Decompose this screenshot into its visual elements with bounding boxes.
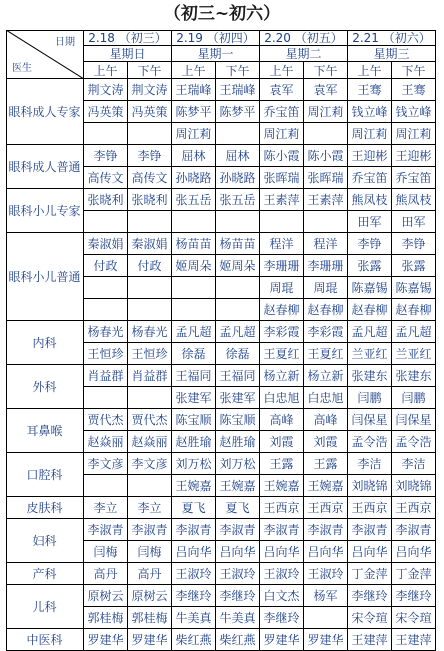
doctor-cell: 张建东 xyxy=(392,365,436,387)
doctor-cell xyxy=(84,387,128,409)
doctor-cell: 罗建华 xyxy=(128,629,172,651)
header-corner xyxy=(6,30,84,79)
am-header: 上午 xyxy=(84,62,128,79)
doctor-cell: 姬周朵 xyxy=(216,255,260,277)
doctor-cell xyxy=(128,475,172,497)
doctor-cell: 李彩霞 xyxy=(304,321,348,343)
doctor-cell: 张晖瑞 xyxy=(260,167,304,189)
doctor-cell: 白忠旭 xyxy=(304,387,348,409)
doctor-cell: 王露 xyxy=(260,453,304,475)
doctor-cell: 程洋 xyxy=(304,233,348,255)
doctor-cell: 王西京 xyxy=(348,497,392,519)
pm-header: 下午 xyxy=(392,62,436,79)
doctor-cell: 王夏红 xyxy=(304,343,348,365)
doctor-cell: 高传文 xyxy=(128,167,172,189)
doctor-cell: 高峰 xyxy=(304,409,348,431)
doctor-cell: 陈宝顺 xyxy=(172,409,216,431)
doctor-cell: 李淑青 xyxy=(172,519,216,541)
corner-date-label: 日期 xyxy=(55,37,75,48)
doctor-cell: 闫保星 xyxy=(348,409,392,431)
doctor-cell: 张晖瑞 xyxy=(304,167,348,189)
doctor-cell: 吕向华 xyxy=(304,541,348,563)
doctor-cell: 冯英策 xyxy=(84,101,128,123)
doctor-cell: 丁金萍 xyxy=(348,563,392,585)
department-name: 儿科 xyxy=(6,585,84,629)
doctor-cell: 杨立新 xyxy=(260,365,304,387)
weekday-header: 星期三 xyxy=(348,46,436,62)
weekday-header: 星期日 xyxy=(84,46,172,62)
doctor-cell: 杨军 xyxy=(304,585,348,607)
doctor-cell: 孟凡超 xyxy=(172,321,216,343)
doctor-cell xyxy=(260,211,304,233)
doctor-cell: 牛美真 xyxy=(216,607,260,629)
doctor-cell: 孟令浩 xyxy=(348,431,392,453)
doctor-cell: 李铮 xyxy=(84,145,128,167)
doctor-cell: 刘晓锦 xyxy=(348,475,392,497)
doctor-cell: 高峰 xyxy=(260,409,304,431)
am-header: 上午 xyxy=(260,62,304,79)
am-header: 上午 xyxy=(348,62,392,79)
weekday-header: 星期二 xyxy=(260,46,348,62)
doctor-cell: 兰亚红 xyxy=(392,343,436,365)
date-header: 2.21 （初六） xyxy=(348,30,436,46)
doctor-cell xyxy=(84,211,128,233)
doctor-cell: 赵胜瑜 xyxy=(172,431,216,453)
doctor-cell: 张露 xyxy=(392,255,436,277)
doctor-cell: 陈宝顺 xyxy=(216,409,260,431)
schedule-table xyxy=(6,30,436,651)
doctor-cell: 陈梦平 xyxy=(172,101,216,123)
doctor-cell: 李淑青 xyxy=(128,519,172,541)
doctor-cell: 王婉嘉 xyxy=(304,475,348,497)
doctor-cell: 荆文涛 xyxy=(128,79,172,101)
doctor-cell: 王福同 xyxy=(172,365,216,387)
doctor-cell: 王迎彬 xyxy=(348,145,392,167)
doctor-cell: 王素萍 xyxy=(304,189,348,211)
doctor-cell: 张建军 xyxy=(216,387,260,409)
doctor-cell: 张露 xyxy=(348,255,392,277)
doctor-cell: 王西京 xyxy=(304,497,348,519)
doctor-cell: 李文彦 xyxy=(84,453,128,475)
doctor-cell: 王迎彬 xyxy=(392,145,436,167)
doctor-cell xyxy=(216,211,260,233)
doctor-cell: 赵焱丽 xyxy=(84,431,128,453)
doctor-cell xyxy=(216,277,260,299)
doctor-cell: 周江莉 xyxy=(392,123,436,145)
doctor-cell: 罗建华 xyxy=(304,629,348,651)
doctor-cell: 张五岳 xyxy=(172,189,216,211)
doctor-cell: 高丹 xyxy=(84,563,128,585)
doctor-cell: 袁军 xyxy=(260,79,304,101)
doctor-cell: 李珊珊 xyxy=(304,255,348,277)
doctor-cell: 李继玲 xyxy=(348,585,392,607)
department-name: 口腔科 xyxy=(6,453,84,497)
pm-header: 下午 xyxy=(216,62,260,79)
doctor-cell: 李继玲 xyxy=(216,585,260,607)
doctor-cell: 周琨 xyxy=(304,277,348,299)
doctor-cell: 王素萍 xyxy=(260,189,304,211)
doctor-cell: 陈梦平 xyxy=(216,101,260,123)
doctor-cell: 杨立新 xyxy=(304,365,348,387)
doctor-cell: 刘万松 xyxy=(172,453,216,475)
doctor-cell: 丁金萍 xyxy=(392,563,436,585)
doctor-cell: 吕向华 xyxy=(348,541,392,563)
doctor-cell: 肖益群 xyxy=(84,365,128,387)
doctor-cell: 罗建华 xyxy=(260,629,304,651)
doctor-cell: 刘万松 xyxy=(216,453,260,475)
department-name: 外科 xyxy=(6,365,84,409)
doctor-cell: 王福同 xyxy=(216,365,260,387)
doctor-cell: 王瑞峰 xyxy=(216,79,260,101)
doctor-cell: 宋令瑄 xyxy=(348,607,392,629)
department-name: 眼科成人专家 xyxy=(6,79,84,145)
doctor-cell: 张晓利 xyxy=(128,189,172,211)
doctor-cell: 杨春光 xyxy=(128,321,172,343)
doctor-cell: 钱立峰 xyxy=(392,101,436,123)
doctor-cell: 王恒珍 xyxy=(84,343,128,365)
doctor-cell: 荆文涛 xyxy=(84,79,128,101)
doctor-cell: 王婉嘉 xyxy=(216,475,260,497)
doctor-cell: 李淑青 xyxy=(260,519,304,541)
doctor-cell: 杨苗苗 xyxy=(216,233,260,255)
doctor-cell: 王婉嘉 xyxy=(260,475,304,497)
doctor-cell: 王骞 xyxy=(348,79,392,101)
doctor-cell: 赵焱丽 xyxy=(128,431,172,453)
doctor-cell xyxy=(304,607,348,629)
doctor-cell: 钱立峰 xyxy=(348,101,392,123)
doctor-cell: 刘霞 xyxy=(260,431,304,453)
doctor-cell xyxy=(128,211,172,233)
doctor-cell: 牛美真 xyxy=(172,607,216,629)
doctor-cell: 王恒珍 xyxy=(128,343,172,365)
doctor-cell xyxy=(84,299,128,321)
page-title: （初三~初六） xyxy=(163,4,281,24)
doctor-cell: 刘霞 xyxy=(304,431,348,453)
doctor-cell xyxy=(172,277,216,299)
doctor-cell: 李淑青 xyxy=(348,519,392,541)
doctor-cell: 李继玲 xyxy=(260,607,304,629)
doctor-cell: 田军 xyxy=(392,211,436,233)
doctor-cell: 田军 xyxy=(348,211,392,233)
doctor-cell: 宋令瑄 xyxy=(392,607,436,629)
doctor-cell: 王夏红 xyxy=(260,343,304,365)
doctor-cell: 柴红燕 xyxy=(172,629,216,651)
doctor-cell: 张五岳 xyxy=(216,189,260,211)
doctor-cell: 陈小霞 xyxy=(304,145,348,167)
doctor-cell: 李铮 xyxy=(392,233,436,255)
doctor-cell: 郭桂梅 xyxy=(128,607,172,629)
doctor-cell: 兰亚红 xyxy=(348,343,392,365)
doctor-cell: 屈林 xyxy=(216,145,260,167)
doctor-cell: 贾代杰 xyxy=(128,409,172,431)
doctor-cell: 王淑玲 xyxy=(216,563,260,585)
doctor-cell xyxy=(128,123,172,145)
doctor-cell xyxy=(128,299,172,321)
doctor-cell: 吕向华 xyxy=(392,541,436,563)
doctor-cell: 白文杰 xyxy=(260,585,304,607)
doctor-cell: 徐磊 xyxy=(216,343,260,365)
doctor-cell: 熊凤枝 xyxy=(348,189,392,211)
doctor-cell: 乔宝笛 xyxy=(348,167,392,189)
doctor-cell: 周江莉 xyxy=(304,101,348,123)
doctor-cell xyxy=(128,387,172,409)
doctor-cell: 徐磊 xyxy=(172,343,216,365)
doctor-cell xyxy=(304,211,348,233)
pm-header: 下午 xyxy=(304,62,348,79)
doctor-cell: 原树云 xyxy=(84,585,128,607)
doctor-cell: 李铮 xyxy=(348,233,392,255)
doctor-cell: 白忠旭 xyxy=(260,387,304,409)
doctor-cell: 陈嘉锡 xyxy=(348,277,392,299)
department-name: 耳鼻喉 xyxy=(6,409,84,453)
doctor-cell: 姬周朵 xyxy=(172,255,216,277)
doctor-cell: 吕向华 xyxy=(216,541,260,563)
weekday-header: 星期一 xyxy=(172,46,260,62)
doctor-cell: 李珊珊 xyxy=(260,255,304,277)
doctor-cell: 李铮 xyxy=(128,145,172,167)
department-name: 产科 xyxy=(6,563,84,585)
doctor-cell: 高丹 xyxy=(128,563,172,585)
doctor-cell: 李淑青 xyxy=(392,519,436,541)
doctor-cell: 秦淑娟 xyxy=(128,233,172,255)
doctor-cell: 闫梅 xyxy=(128,541,172,563)
doctor-cell: 赵春柳 xyxy=(392,299,436,321)
doctor-cell: 李洁 xyxy=(392,453,436,475)
doctor-cell xyxy=(304,123,348,145)
doctor-cell xyxy=(216,299,260,321)
doctor-cell: 李淑青 xyxy=(304,519,348,541)
doctor-cell: 王建萍 xyxy=(392,629,436,651)
doctor-cell: 王西京 xyxy=(392,497,436,519)
doctor-cell: 熊凤枝 xyxy=(392,189,436,211)
doctor-cell: 李立 xyxy=(128,497,172,519)
doctor-cell: 孟凡超 xyxy=(392,321,436,343)
date-header: 2.19 （初四） xyxy=(172,30,260,46)
doctor-cell: 杨春光 xyxy=(84,321,128,343)
doctor-cell: 刘晓锦 xyxy=(392,475,436,497)
doctor-cell xyxy=(172,299,216,321)
doctor-cell: 陈嘉锡 xyxy=(392,277,436,299)
doctor-cell: 王西京 xyxy=(260,497,304,519)
doctor-cell: 孙晓路 xyxy=(172,167,216,189)
doctor-cell xyxy=(84,123,128,145)
doctor-cell: 李彩霞 xyxy=(260,321,304,343)
doctor-cell: 冯英策 xyxy=(128,101,172,123)
doctor-cell: 柴红燕 xyxy=(216,629,260,651)
doctor-cell: 李文彦 xyxy=(128,453,172,475)
doctor-cell: 夏飞 xyxy=(216,497,260,519)
doctor-cell xyxy=(84,475,128,497)
corner-doctor-label: 医生 xyxy=(12,63,32,74)
doctor-cell: 闫梅 xyxy=(84,541,128,563)
doctor-cell: 王淑玲 xyxy=(172,563,216,585)
doctor-cell: 袁军 xyxy=(304,79,348,101)
doctor-cell: 肖益群 xyxy=(128,365,172,387)
doctor-cell: 杨苗苗 xyxy=(172,233,216,255)
doctor-cell: 孟凡超 xyxy=(348,321,392,343)
doctor-cell: 周琨 xyxy=(260,277,304,299)
doctor-cell: 赵春柳 xyxy=(304,299,348,321)
doctor-cell: 李淑青 xyxy=(216,519,260,541)
doctor-cell: 周江莉 xyxy=(172,123,216,145)
doctor-cell: 付政 xyxy=(84,255,128,277)
department-name: 皮肤科 xyxy=(6,497,84,519)
doctor-cell: 付政 xyxy=(128,255,172,277)
doctor-cell: 李继玲 xyxy=(172,585,216,607)
doctor-cell: 李淑青 xyxy=(84,519,128,541)
doctor-cell: 李立 xyxy=(84,497,128,519)
doctor-cell: 罗建华 xyxy=(84,629,128,651)
doctor-cell: 原树云 xyxy=(128,585,172,607)
doctor-cell: 赵胜瑜 xyxy=(216,431,260,453)
doctor-cell: 王瑞峰 xyxy=(172,79,216,101)
department-name: 眼科小儿专家 xyxy=(6,189,84,233)
doctor-cell: 高传文 xyxy=(84,167,128,189)
doctor-cell: 李继玲 xyxy=(392,585,436,607)
doctor-cell: 周江莉 xyxy=(348,123,392,145)
doctor-cell: 吕向华 xyxy=(260,541,304,563)
doctor-cell: 闫保星 xyxy=(392,409,436,431)
doctor-cell: 孟凡超 xyxy=(216,321,260,343)
date-header: 2.20 （初五） xyxy=(260,30,348,46)
doctor-cell: 周江莉 xyxy=(260,123,304,145)
department-name: 内科 xyxy=(6,321,84,365)
doctor-cell: 王婉嘉 xyxy=(172,475,216,497)
doctor-cell: 孙晓路 xyxy=(216,167,260,189)
doctor-cell: 郭桂梅 xyxy=(84,607,128,629)
doctor-cell: 张建东 xyxy=(348,365,392,387)
doctor-cell: 王骞 xyxy=(392,79,436,101)
department-name: 妇科 xyxy=(6,519,84,563)
department-name: 眼科成人普通 xyxy=(6,145,84,189)
doctor-cell: 王淑玲 xyxy=(304,563,348,585)
doctor-cell: 闫鹏 xyxy=(348,387,392,409)
doctor-cell xyxy=(84,277,128,299)
doctor-cell: 李洁 xyxy=(348,453,392,475)
doctor-cell: 赵春柳 xyxy=(260,299,304,321)
doctor-cell: 王露 xyxy=(304,453,348,475)
doctor-cell: 秦淑娟 xyxy=(84,233,128,255)
doctor-cell: 王建萍 xyxy=(348,629,392,651)
doctor-cell xyxy=(216,123,260,145)
doctor-cell: 张建军 xyxy=(172,387,216,409)
date-header: 2.18 （初三） xyxy=(84,30,172,46)
pm-header: 下午 xyxy=(128,62,172,79)
doctor-cell xyxy=(128,277,172,299)
doctor-cell: 贾代杰 xyxy=(84,409,128,431)
am-header: 上午 xyxy=(172,62,216,79)
department-name: 眼科小儿普通 xyxy=(6,233,84,321)
doctor-cell xyxy=(172,211,216,233)
doctor-cell: 陈小霞 xyxy=(260,145,304,167)
doctor-cell: 屈林 xyxy=(172,145,216,167)
doctor-cell: 乔宝笛 xyxy=(260,101,304,123)
doctor-cell: 程洋 xyxy=(260,233,304,255)
doctor-cell: 赵春柳 xyxy=(348,299,392,321)
doctor-cell: 张晓利 xyxy=(84,189,128,211)
doctor-cell: 王淑玲 xyxy=(260,563,304,585)
doctor-cell: 夏飞 xyxy=(172,497,216,519)
doctor-cell: 吕向华 xyxy=(172,541,216,563)
doctor-cell: 乔宝笛 xyxy=(392,167,436,189)
department-name: 中医科 xyxy=(6,629,84,651)
doctor-cell: 闫鹏 xyxy=(392,387,436,409)
doctor-cell: 孟令浩 xyxy=(392,431,436,453)
